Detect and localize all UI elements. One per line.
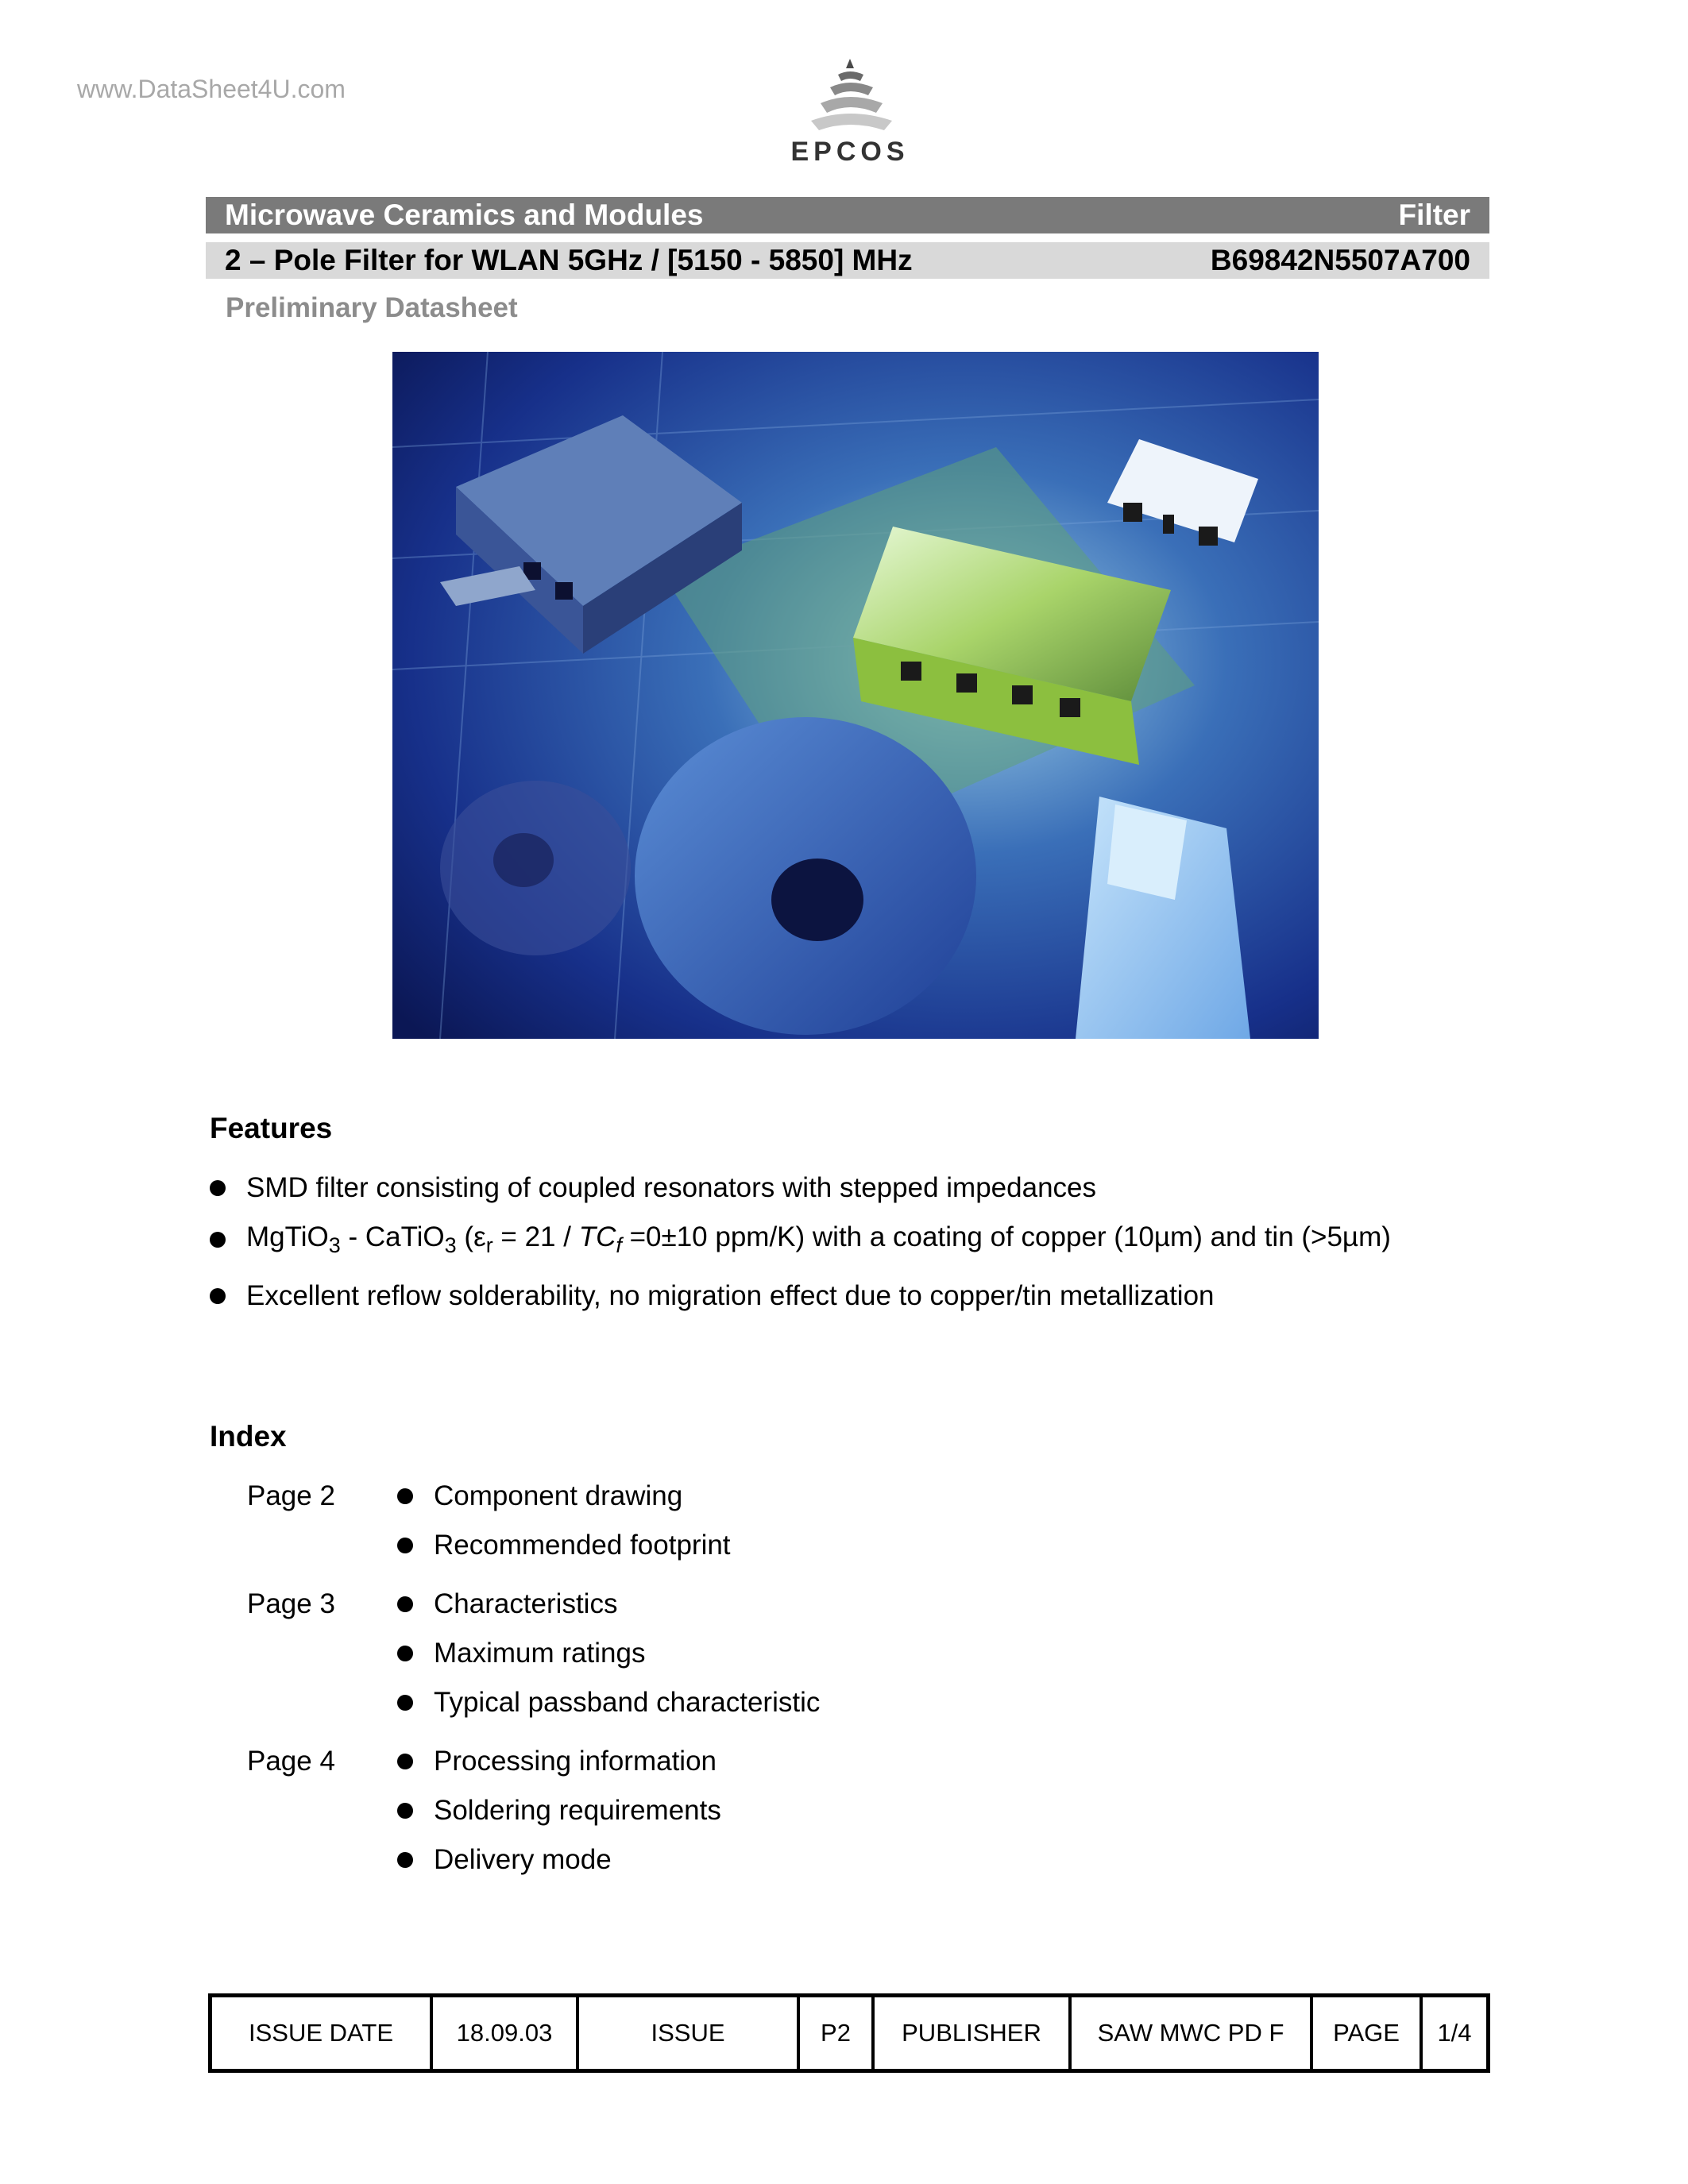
index-item (397, 1638, 645, 1669)
issue-value: P2 (800, 1997, 875, 2069)
feature-subscript: f (616, 1233, 622, 1257)
feature-coating: =0±10 ppm/K) with a coating of copper (10µm) and tin (>5µm) (621, 1221, 1391, 1252)
bullet-icon (397, 1646, 413, 1661)
index-item-text: Maximum ratings (434, 1638, 646, 1669)
bullet-icon (397, 1852, 413, 1868)
product-photo (392, 352, 1319, 1039)
bullet-icon (397, 1695, 413, 1711)
epcos-logo (782, 57, 917, 172)
logo-text: EPCOS (790, 137, 910, 167)
index-item (397, 1844, 612, 1876)
page-label: PAGE (1313, 1997, 1423, 2069)
bullet-icon (397, 1596, 413, 1612)
index-item-text: Delivery mode (434, 1844, 612, 1875)
feature-epsilon: (ε (456, 1221, 486, 1252)
feature-permittivity: = 21 / (492, 1221, 579, 1252)
index-item-text: Component drawing (434, 1480, 683, 1511)
index-item (397, 1530, 731, 1561)
feature-text: SMD filter consisting of coupled resonators with stepped impedances (246, 1172, 1096, 1203)
feature-item (210, 1280, 1215, 1312)
bullet-icon (210, 1288, 226, 1304)
feature-tc: TC (578, 1221, 616, 1252)
page-value: 1/4 (1437, 2019, 1472, 2047)
bullet-icon (397, 1538, 413, 1553)
features-heading: Features (210, 1112, 333, 1144)
datasheet-status: Preliminary Datasheet (226, 292, 518, 323)
index-item-text: Typical passband characteristic (434, 1687, 821, 1718)
feature-item (210, 1221, 1391, 1258)
bullet-icon (210, 1232, 226, 1248)
feature-item (210, 1172, 1096, 1204)
category-title: Microwave Ceramics and Modules (225, 199, 704, 231)
index-heading: Index (210, 1420, 287, 1453)
index-page-label: Page 3 (247, 1588, 335, 1619)
bullet-icon (397, 1803, 413, 1819)
issue-date-value: 18.09.03 (433, 1997, 579, 2069)
feature-text (246, 1221, 1391, 1258)
index-item-text: Soldering requirements (434, 1795, 721, 1826)
product-band (206, 242, 1489, 279)
index-item-text: Characteristics (434, 1588, 618, 1619)
feature-material-b: - CaTiO (340, 1221, 445, 1252)
publisher-label: PUBLISHER (875, 1997, 1072, 2069)
index-item (397, 1795, 721, 1827)
product-title: 2 – Pole Filter for WLAN 5GHz / [5150 - 5850] MHz (225, 244, 913, 276)
index-item (397, 1746, 717, 1777)
watermark-text: www.DataSheet4U.com (77, 75, 346, 103)
feature-text: Excellent reflow solderability, no migration effect due to copper/tin metallization (246, 1280, 1215, 1311)
index-item-text: Recommended footprint (434, 1530, 731, 1561)
feature-subscript: 3 (444, 1233, 457, 1257)
index-item (397, 1480, 682, 1512)
product-type: Filter (1398, 199, 1470, 231)
issue-label: ISSUE (579, 1997, 800, 2069)
index-item (397, 1687, 820, 1719)
issue-footer-table (208, 1993, 1490, 2073)
feature-material-a: MgTiO (246, 1221, 329, 1252)
bullet-icon (397, 1754, 413, 1769)
part-number: B69842N5507A700 (1210, 244, 1470, 276)
publisher-value: SAW MWC PD F (1072, 1997, 1313, 2069)
feature-subscript: r (485, 1233, 493, 1257)
index-page-label: Page 2 (247, 1480, 335, 1511)
epcos-logo-icon (806, 57, 894, 137)
category-band (206, 197, 1489, 233)
index-page-label: Page 4 (247, 1746, 335, 1777)
bullet-icon (397, 1488, 413, 1504)
feature-subscript: 3 (328, 1233, 341, 1257)
index-item (397, 1588, 617, 1620)
issue-date-label: ISSUE DATE (212, 1997, 433, 2069)
index-item-text: Processing information (434, 1746, 717, 1777)
bullet-icon (210, 1180, 226, 1196)
